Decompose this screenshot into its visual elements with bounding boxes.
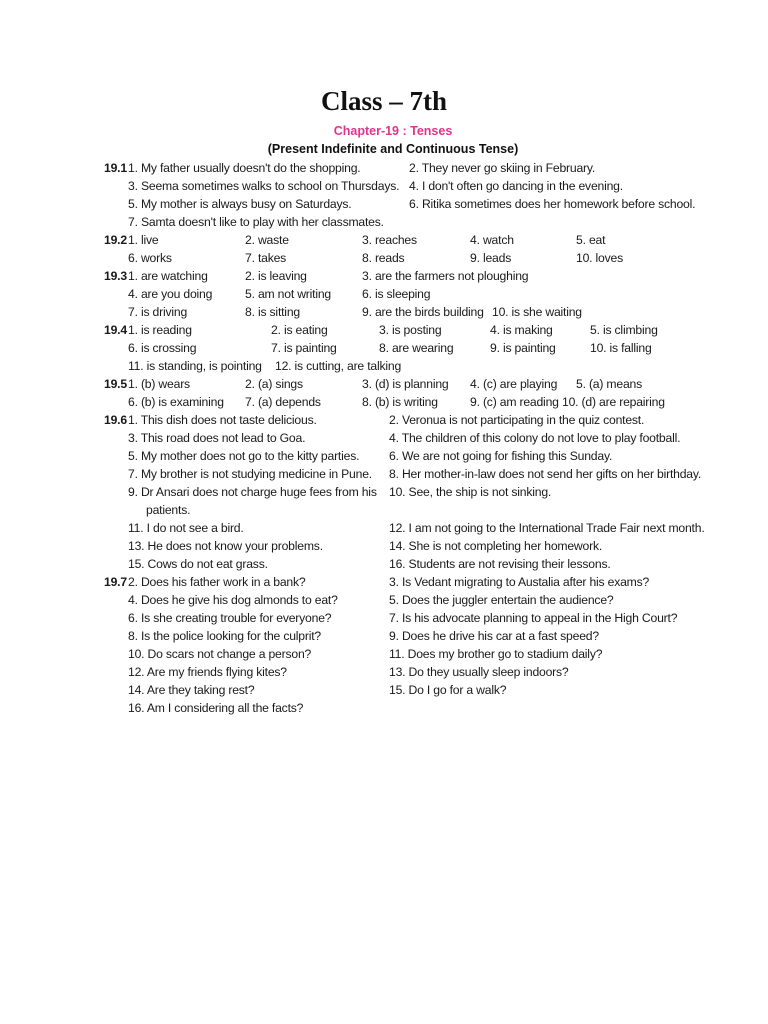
exercise-number: 19.4 bbox=[104, 323, 127, 337]
answer-item: 6. We are not going for fishing this Sunday. bbox=[389, 449, 613, 463]
answer-item: 2. (a) sings bbox=[245, 377, 303, 391]
answer-item: 8. (b) is writing bbox=[362, 395, 438, 409]
answer-row bbox=[104, 555, 694, 573]
answer-item: 5. My mother does not go to the kitty parties. bbox=[128, 449, 360, 463]
answer-row bbox=[104, 573, 694, 591]
answer-item: 4. The children of this colony do not love to play football. bbox=[389, 431, 681, 445]
answer-row bbox=[104, 231, 694, 249]
answer-item: 12. is cutting, are talking bbox=[275, 359, 402, 373]
answer-item: 11. Does my brother go to stadium daily? bbox=[389, 647, 603, 661]
answer-item: 15. Do I go for a walk? bbox=[389, 683, 507, 697]
answer-item: 12. Are my friends flying kites? bbox=[128, 665, 287, 679]
answer-item: 9. Does he drive his car at a fast speed? bbox=[389, 629, 599, 643]
answer-row bbox=[104, 663, 694, 681]
answer-row bbox=[104, 411, 694, 429]
answer-item: 14. Are they taking rest? bbox=[128, 683, 255, 697]
answer-item: 6. Is she creating trouble for everyone? bbox=[128, 611, 332, 625]
exercise-number: 19.5 bbox=[104, 377, 127, 391]
answer-item: 4. are you doing bbox=[128, 287, 213, 301]
answer-item: 15. Cows do not eat grass. bbox=[128, 557, 268, 571]
answer-item: 3. are the farmers not ploughing bbox=[362, 269, 529, 283]
answer-row bbox=[104, 483, 694, 501]
answer-row bbox=[104, 501, 694, 519]
answer-item: 4. watch bbox=[470, 233, 514, 247]
chapter-heading: Chapter-19 : Tenses bbox=[333, 124, 453, 138]
answer-item: 3. reaches bbox=[362, 233, 417, 247]
page-title: Class – 7th bbox=[320, 86, 448, 116]
answer-item: 1. (b) wears bbox=[128, 377, 190, 391]
answer-item: 2. Veronua is not participating in the quiz contest. bbox=[389, 413, 645, 427]
answer-item: 2. Does his father work in a bank? bbox=[128, 575, 306, 589]
answer-item: 2. is leaving bbox=[245, 269, 307, 283]
answer-row bbox=[104, 357, 694, 375]
answer-item: 10. See, the ship is not sinking. bbox=[389, 485, 552, 499]
answer-item: 10. loves bbox=[576, 251, 623, 265]
answer-item: 9. is painting bbox=[490, 341, 556, 355]
answer-item: 12. I am not going to the International Trade Fair next month. bbox=[389, 521, 705, 535]
answer-item: 16. Students are not revising their lessons. bbox=[389, 557, 611, 571]
answer-row bbox=[104, 609, 694, 627]
answer-row bbox=[104, 177, 694, 195]
answer-row bbox=[104, 429, 694, 447]
answer-row bbox=[104, 627, 694, 645]
answer-item: 4. is making bbox=[490, 323, 553, 337]
answer-row bbox=[104, 465, 702, 483]
answer-item: 4. Does he give his dog almonds to eat? bbox=[128, 593, 338, 607]
answer-row bbox=[104, 267, 694, 285]
answer-item: 3. (d) is planning bbox=[362, 377, 449, 391]
answer-row bbox=[104, 159, 694, 177]
exercise-number: 19.2 bbox=[104, 233, 127, 247]
answer-row bbox=[104, 699, 694, 717]
answer-row bbox=[104, 375, 694, 393]
answer-item: 1. are watching bbox=[128, 269, 208, 283]
exercise-number: 19.6 bbox=[104, 413, 127, 427]
answer-item: 8. is sitting bbox=[245, 305, 300, 319]
answer-row bbox=[104, 537, 694, 555]
answer-item: 1. is reading bbox=[128, 323, 192, 337]
chapter-subtitle: (Present Indefinite and Continuous Tense) bbox=[267, 142, 519, 156]
answer-row bbox=[104, 249, 694, 267]
answer-item: 1. This dish does not taste delicious. bbox=[128, 413, 317, 427]
answer-item: 7. (a) depends bbox=[245, 395, 321, 409]
answer-item: 16. Am I considering all the facts? bbox=[128, 701, 304, 715]
exercise-number: 19.3 bbox=[104, 269, 127, 283]
answer-item: 1. live bbox=[128, 233, 159, 247]
answer-item: 8. are wearing bbox=[379, 341, 454, 355]
answer-item: 6. (b) is examining bbox=[128, 395, 224, 409]
answer-row bbox=[104, 339, 694, 357]
answer-item: 7. My brother is not studying medicine in Pune. bbox=[128, 467, 372, 481]
answer-item: 11. is standing, is pointing bbox=[128, 359, 262, 373]
answer-item: 7. is painting bbox=[271, 341, 337, 355]
answer-row bbox=[104, 303, 694, 321]
answer-item: 10. (d) are repairing bbox=[562, 395, 665, 409]
answer-row bbox=[104, 681, 694, 699]
answer-item: 2. They never go skiing in February. bbox=[409, 161, 596, 175]
answer-item: 4. (c) are playing bbox=[470, 377, 558, 391]
answer-item: 10. Do scars not change a person? bbox=[128, 647, 312, 661]
answer-item: 3. This road does not lead to Goa. bbox=[128, 431, 306, 445]
answer-row bbox=[104, 645, 694, 663]
answer-item: 8. Her mother-in-law does not send her gifts on her birthday. bbox=[389, 467, 702, 481]
answer-item: 8. Is the police looking for the culprit? bbox=[128, 629, 322, 643]
answer-item: 9. leads bbox=[470, 251, 512, 265]
answer-item: 11. I do not see a bird. bbox=[128, 521, 244, 535]
answer-item: 9. Dr Ansari does not charge huge fees from his bbox=[128, 485, 377, 499]
answer-item: 7. takes bbox=[245, 251, 287, 265]
answer-item: 7. Is his advocate planning to appeal in the High Court? bbox=[389, 611, 678, 625]
exercise-number: 19.7 bbox=[104, 575, 127, 589]
answer-item: 3. Is Vedant migrating to Austalia after his exams? bbox=[389, 575, 650, 589]
answer-item: patients. bbox=[146, 503, 191, 517]
answer-item: 9. (c) am reading bbox=[470, 395, 559, 409]
answer-row bbox=[104, 285, 694, 303]
answer-row bbox=[104, 447, 694, 465]
answer-item: 6. Ritika sometimes does her homework before school. bbox=[409, 197, 696, 211]
answer-item: 7. Samta doesn't like to play with her classmates. bbox=[128, 215, 384, 229]
answer-item: 14. She is not completing her homework. bbox=[389, 539, 603, 553]
answer-item: 3. Seema sometimes walks to school on Thursdays. bbox=[128, 179, 400, 193]
answer-item: 5. (a) means bbox=[576, 377, 643, 391]
answer-item: 8. reads bbox=[362, 251, 405, 265]
answer-row bbox=[104, 591, 694, 609]
answer-row bbox=[104, 519, 705, 537]
answer-item: 5. My mother is always busy on Saturdays. bbox=[128, 197, 352, 211]
answer-item: 13. Do they usually sleep indoors? bbox=[389, 665, 569, 679]
answer-item: 5. am not writing bbox=[245, 287, 332, 301]
answer-item: 2. waste bbox=[245, 233, 289, 247]
answer-item: 13. He does not know your problems. bbox=[128, 539, 323, 553]
answer-item: 3. is posting bbox=[379, 323, 442, 337]
answer-item: 2. is eating bbox=[271, 323, 328, 337]
answer-item: 6. is sleeping bbox=[362, 287, 431, 301]
answer-item: 10. is she waiting bbox=[492, 305, 582, 319]
answer-item: 6. works bbox=[128, 251, 172, 265]
answer-item: 9. are the birds building bbox=[362, 305, 484, 319]
answer-key bbox=[104, 159, 705, 717]
answer-item: 5. eat bbox=[576, 233, 606, 247]
exercise-number: 19.1 bbox=[104, 161, 127, 175]
answer-row bbox=[104, 195, 694, 213]
answer-row bbox=[104, 213, 694, 231]
answer-item: 4. I don't often go dancing in the evening. bbox=[409, 179, 623, 193]
answer-row bbox=[104, 321, 694, 339]
answer-row bbox=[104, 393, 694, 411]
answer-item: 10. is falling bbox=[590, 341, 652, 355]
answer-item: 1. My father usually doesn't do the shopping. bbox=[128, 161, 361, 175]
answer-item: 7. is driving bbox=[128, 305, 188, 319]
answer-item: 5. Does the juggler entertain the audience? bbox=[389, 593, 614, 607]
answer-item: 6. is crossing bbox=[128, 341, 197, 355]
answer-item: 5. is climbing bbox=[590, 323, 658, 337]
